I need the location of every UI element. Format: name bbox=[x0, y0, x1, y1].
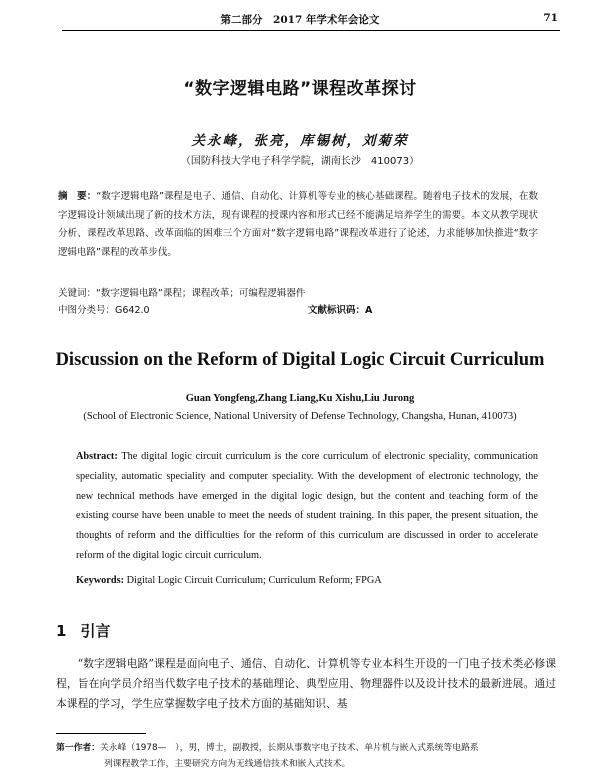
chinese-keywords bbox=[58, 285, 538, 299]
chinese-keywords-label: 关键词： bbox=[58, 288, 97, 299]
page-number: 71 bbox=[543, 12, 558, 24]
footnote-label: 第一作者： bbox=[56, 743, 100, 753]
footnote bbox=[56, 740, 556, 772]
chinese-abstract bbox=[58, 188, 538, 262]
english-abstract bbox=[76, 447, 538, 566]
english-keywords bbox=[76, 575, 538, 586]
english-affiliation: (School of Electronic Science, National University of Defense Technology, Changsha, Hunan, 410073) bbox=[83, 411, 517, 422]
running-header bbox=[0, 10, 600, 28]
header-rule bbox=[62, 30, 560, 31]
footnote-line-2: 列课程教学工作，主要研究方向为无线通信技术和嵌入式技术。 bbox=[104, 759, 351, 769]
english-keywords-text: Digital Logic Circuit Curriculum; Curriculum Reform; FPGA bbox=[126, 575, 382, 586]
class-number: 中图分类号：G642.0 bbox=[58, 305, 150, 316]
chinese-keywords-text: “数字逻辑电路”课程；课程改革；可编程逻辑器件 bbox=[96, 288, 306, 299]
chinese-abstract-text: “数字逻辑电路”课程是电子、通信、自动化、计算机等专业的核心基础课程。随着电子技术的发展，在数字逻辑设计领域出现了新的技术方法，现有课程的授课内容和形式已经不能满足培养学生的需要。本文从教学现状分析、课程改革思路、改革面临的困难三个方面对“数字逻辑电路”课程改革进行了论述，力求能够加快推进“数字逻辑电路”课程的改革步伐。 bbox=[58, 191, 538, 258]
section-title: 引言 bbox=[80, 622, 111, 640]
chinese-authors: 关永峰，张亮，库锡树，刘菊荣 bbox=[191, 133, 409, 149]
english-keywords-label: Keywords: bbox=[76, 575, 125, 586]
document-code: 文献标识码：A bbox=[308, 305, 373, 316]
running-header-title: 第二部分 2017 年学术年会论文 bbox=[220, 14, 380, 26]
chinese-affiliation: （国防科技大学电子科学学院，湖南长沙 410073） bbox=[180, 156, 420, 167]
footnote-line-1: 关永峰（1978— ），男，博士，副教授，长期从事数字电子技术、单片机与嵌入式系统等电路系 bbox=[100, 743, 479, 753]
classification-line bbox=[58, 302, 538, 318]
section-body: “数字逻辑电路”课程是面向电子、通信、自动化、计算机等专业本科生开设的一门电子技术类必修课程，旨在向学员介绍当代数字电子技术的基础理论、典型应用、物理器件以及设计技术的最新进展。通过本课程的学习，学生应掌握数字电子技术方面的基础知识、基 bbox=[56, 657, 556, 710]
section-number: 1 bbox=[56, 622, 67, 640]
english-title: Discussion on the Reform of Digital Logic Circuit Curriculum bbox=[55, 350, 545, 370]
chinese-title: “数字逻辑电路”课程改革探讨 bbox=[183, 79, 417, 99]
english-authors: Guan Yongfeng,Zhang Liang,Ku Xishu,Liu Jurong bbox=[185, 393, 415, 404]
english-abstract-text: The digital logic circuit curriculum is the core curriculum of electronic speciality, communication speciality, automatic speciality and computer speciality. With the development of electronic technology, the new technical methods have emerged in the digital logic design, but the content and teaching form of the existing course have been unable to meet the needs of student training. In this paper, the present situation, the thoughts of reform and the difficulties for the reform of this curriculum are discussed in order to accelerate reform of the digital logic circuit curriculum. bbox=[76, 451, 538, 561]
chinese-abstract-label: 摘 要： bbox=[58, 191, 97, 202]
section-heading bbox=[56, 620, 110, 641]
footnote-rule bbox=[56, 733, 146, 734]
english-abstract-label: Abstract: bbox=[76, 451, 118, 462]
